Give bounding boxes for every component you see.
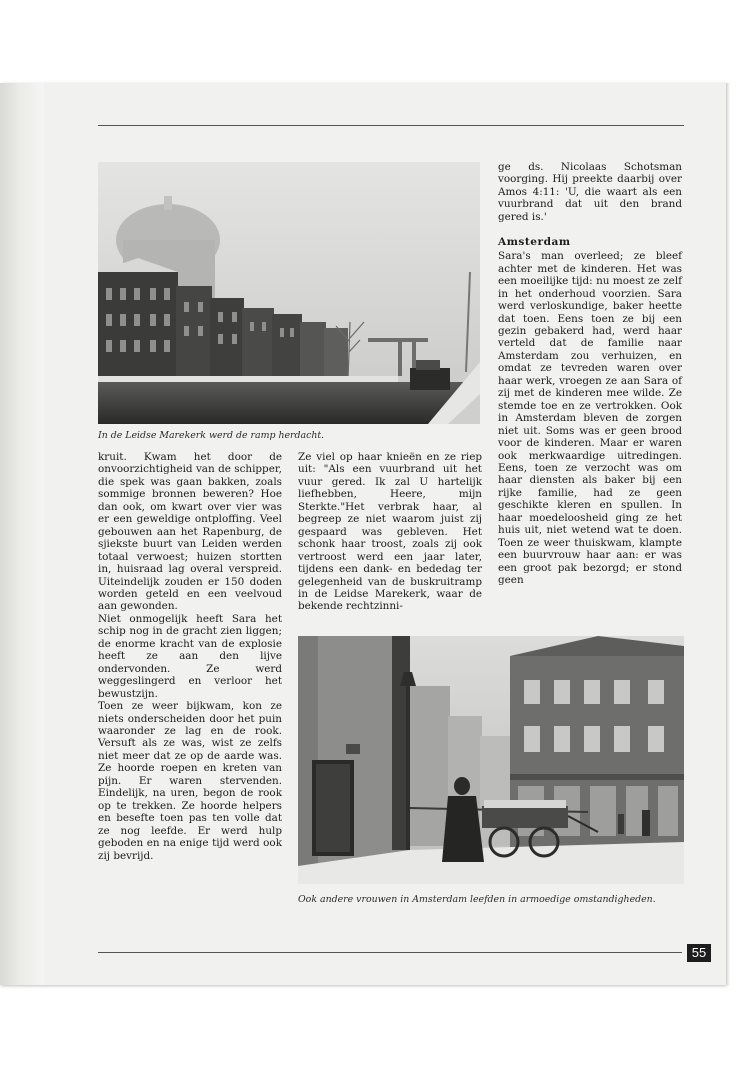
page-gutter	[0, 83, 44, 985]
figure-caption: In de Leidse Marekerk werd de ramp herdacht.	[98, 430, 325, 441]
photo-leiden-canal-winter	[98, 162, 480, 424]
figure-caption: Ook andere vrouwen in Amsterdam leefden in armoedige omstandigheden.	[298, 894, 656, 905]
paragraph: Ze viel op haar knieën en ze riep uit: "Als een vuurbrand uit het vuur gered. Ik zal U hartelijk liefhebben, Heere, mijn Sterkte."Het verbrak haar, al begreep ze niet waarom juist zij gespaard was gebleven. Het schonk haar troost, zoals zij ook vertroost werd een jaar later, tijdens een dank- en bededag ter gelegenheid van de buskruitramp in de Leidse Marekerk, waar de bekende rechtzinni-	[298, 451, 482, 613]
page-edge	[726, 83, 730, 985]
paragraph: ge ds. Nicolaas Schotsman voorging. Hij preekte daarbij over Amos 4:11: 'U, die waart als een vuurbrand dat uit den brand gered is.'	[498, 161, 682, 223]
section-heading: Amsterdam	[498, 236, 571, 249]
photo-amsterdam-street-winter-icon	[298, 636, 684, 884]
photo-leiden-canal-winter-icon	[98, 162, 480, 424]
paragraph: Niet onmogelijk heeft Sara het schip nog in de gracht zien liggen; de enorme kracht van de explosie heeft ze aan den lijve ondervonden. Ze werd weggeslingerd en verloor het bewustzijn.	[98, 612, 282, 700]
paragraph: kruit. Kwam het door de onvoorzichtigheid van de schipper, die spek was gaan bakken, zoals sommige bronnen beweren? Hoe dan ook, om kwart over vier was er een geweldige ontploffing. Veel gebouwen aan het Rapenburg, de sjiekste buurt van Leiden werden totaal verwoest; huizen stortten in, huisraad lag overal verspreid. Uiteindelijk zouden er 150 doden worden geteld en een veelvoud aan gewonden.	[98, 451, 282, 613]
column-left	[98, 451, 282, 862]
paragraph: Toen ze weer bijkwam, kon ze niets onderscheiden door het puin waaronder ze lag en de rook. Versuft als ze was, wist ze zelfs niet meer dat ze op de aarde was. Ze hoorde roepen en kreten van pijn. Er waren stervenden. Eindelijk, na uren, begon de rook op te trekken. Ze hoorde helpers en besefte toen pas ten volle dat ze nog leefde. Er werd hulp geboden en na enige tijd werd ook zij bevrijd.	[98, 700, 282, 862]
column-top-right	[498, 161, 682, 587]
page-number: 55	[687, 944, 711, 962]
photo-amsterdam-street-winter	[298, 636, 684, 884]
bottom-rule	[98, 952, 682, 953]
paragraph: Sara's man overleed; ze bleef achter met de kinderen. Het was een moeilijke tijd: nu moest ze zelf in het onderhoud voorzien. Sara werd verloskundige, baker heette dat toen. Eens toen ze bij een gezin gebakerd had, werd haar verteld dat de familie naar Amsterdam zou verhuizen, en omdat ze tevreden waren over haar werk, vroegen ze aan Sara of zij met de kinderen mee wilde. Ze stemde toe en ze vertrokken. Ook in Amsterdam bleven de zorgen niet uit. Soms was er geen brood voor de kinderen. Maar er waren ook merkwaardige uitredingen. Eens, toen ze verzocht was om haar diensten als baker bij een rijke familie, had ze geen geschikte kleren en spullen. In haar moedeloosheid ging ze het huis uit, niet wetend wat te doen. Toen ze weer thuiskwam, klampte een buurvrouw haar aan: er was een groot pak bezorgd; er stond geen	[498, 250, 682, 587]
column-middle	[298, 451, 482, 613]
top-rule	[98, 125, 684, 126]
